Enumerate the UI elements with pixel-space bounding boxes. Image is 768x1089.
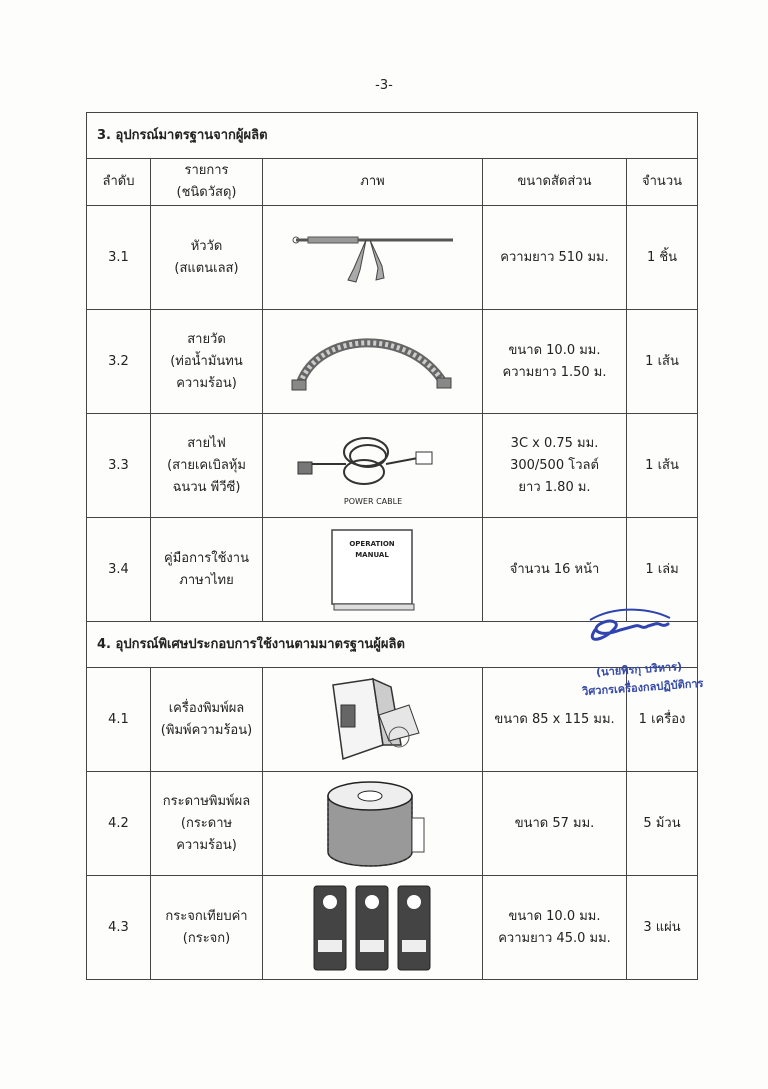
table-row [87, 206, 698, 310]
power-cable-caption: POWER CABLE [343, 496, 402, 506]
row-item-line: (พิมพ์ความร้อน) [160, 722, 253, 738]
probe-image [288, 228, 458, 288]
column-header-row [87, 159, 698, 206]
thermal-printer-image [313, 675, 433, 765]
manual-caption-line1: OPERATION [348, 539, 395, 548]
row-no: 4.1 [87, 668, 151, 772]
row-item-line: สายไฟ [187, 435, 226, 451]
paper-roll-image [318, 778, 428, 870]
row-no: 4.2 [87, 772, 151, 876]
row-item [151, 772, 263, 876]
row-item-line: คู่มือการใช้งาน [164, 550, 249, 566]
row-size-line: ความยาว 1.50 ม. [502, 364, 607, 380]
row-image [263, 772, 483, 876]
row-image [263, 876, 483, 980]
manual-caption-line2: MANUAL [354, 550, 389, 559]
table-row [87, 414, 698, 518]
row-image [263, 518, 483, 622]
row-qty: 3 แผ่น [627, 876, 698, 980]
reference-glass-image [308, 882, 438, 974]
row-item [151, 310, 263, 414]
row-no: 3.2 [87, 310, 151, 414]
row-item [151, 206, 263, 310]
row-size-line: ความยาว 510 มม. [500, 249, 609, 265]
row-size [483, 876, 627, 980]
table-row [87, 310, 698, 414]
row-no: 3.1 [87, 206, 151, 310]
row-qty: 1 เส้น [627, 310, 698, 414]
row-item-line: (กระจก) [182, 930, 231, 946]
row-qty: 1 เล่ม [627, 518, 698, 622]
row-no: 4.3 [87, 876, 151, 980]
row-image [263, 668, 483, 772]
row-size-line: ขนาด 57 มม. [514, 815, 595, 831]
col-header-item [151, 159, 263, 206]
row-item [151, 518, 263, 622]
row-item-line: เครื่องพิมพ์ผล [168, 700, 245, 716]
row-image [263, 414, 483, 518]
row-size-line: จำนวน 16 หน้า [509, 561, 600, 577]
row-qty: 1 ชิ้น [627, 206, 698, 310]
table-row [87, 772, 698, 876]
row-size-line: ขนาด 85 x 115 มม. [494, 711, 615, 727]
row-no: 3.4 [87, 518, 151, 622]
row-item [151, 876, 263, 980]
row-size-line: ขนาด 10.0 มม. [508, 342, 601, 358]
row-item-line: (ท่อน้ำมันทน [170, 353, 243, 369]
manual-image [328, 526, 418, 614]
row-qty: 5 ม้วน [627, 772, 698, 876]
row-size [483, 206, 627, 310]
row-item-line: ฉนวน พีวีซี) [172, 479, 241, 495]
row-image [263, 206, 483, 310]
col-header-size: ขนาดสัดส่วน [483, 159, 627, 206]
row-size [483, 310, 627, 414]
row-qty: 1 เครื่อง [627, 668, 698, 772]
col-header-no: ลำดับ [87, 159, 151, 206]
row-item-line: (กระดาษ [180, 815, 233, 831]
equipment-table [86, 112, 698, 980]
row-item-line: ความร้อน) [176, 837, 237, 853]
signature-name: (นายพิรกุ บริหาร) [595, 660, 683, 679]
power-cable-image [288, 422, 458, 510]
row-size-line: ความยาว 45.0 มม. [498, 930, 611, 946]
row-item [151, 668, 263, 772]
row-item-line: สายวัด [187, 331, 226, 347]
page-number: -3- [375, 78, 393, 93]
row-item-line: ภาษาไทย [179, 572, 234, 588]
row-item-line: (สายเคเบิลหุ้ม [167, 457, 246, 473]
section4-title: 4. อุปกรณ์พิเศษประกอบการใช้งานตามมาตรฐานผู้ผลิต [87, 622, 698, 668]
row-size-line: ขนาด 10.0 มม. [508, 908, 601, 924]
table-row [87, 876, 698, 980]
row-item-line: ความร้อน) [176, 375, 237, 391]
hose-image [288, 322, 458, 402]
col-header-qty: จำนวน [627, 159, 698, 206]
signature-title: วิศวกรเครื่องกลปฏิบัติการ [581, 676, 704, 699]
row-qty: 1 เส้น [627, 414, 698, 518]
row-no: 3.3 [87, 414, 151, 518]
row-item-line: กระจกเทียบค่า [165, 908, 248, 924]
row-size-line: 3C x 0.75 มม. [510, 435, 599, 451]
row-image [263, 310, 483, 414]
col-header-item-line2: (ชนิดวัสดุ) [176, 185, 237, 200]
row-item-line: กระดาษพิมพ์ผล [162, 793, 251, 809]
row-item-line: หัววัด [190, 238, 223, 254]
row-size-line: 300/500 โวลต์ [510, 457, 599, 473]
col-header-image: ภาพ [263, 159, 483, 206]
col-header-item-line1: รายการ [184, 163, 229, 178]
section3-title: 3. อุปกรณ์มาตรฐานจากผู้ผลิต [87, 113, 698, 159]
row-size [483, 414, 627, 518]
section3-header-row [87, 113, 698, 159]
row-item [151, 414, 263, 518]
row-item-line: (สแตนเลส) [174, 260, 239, 276]
row-size [483, 772, 627, 876]
row-size-line: ยาว 1.80 ม. [518, 479, 591, 495]
